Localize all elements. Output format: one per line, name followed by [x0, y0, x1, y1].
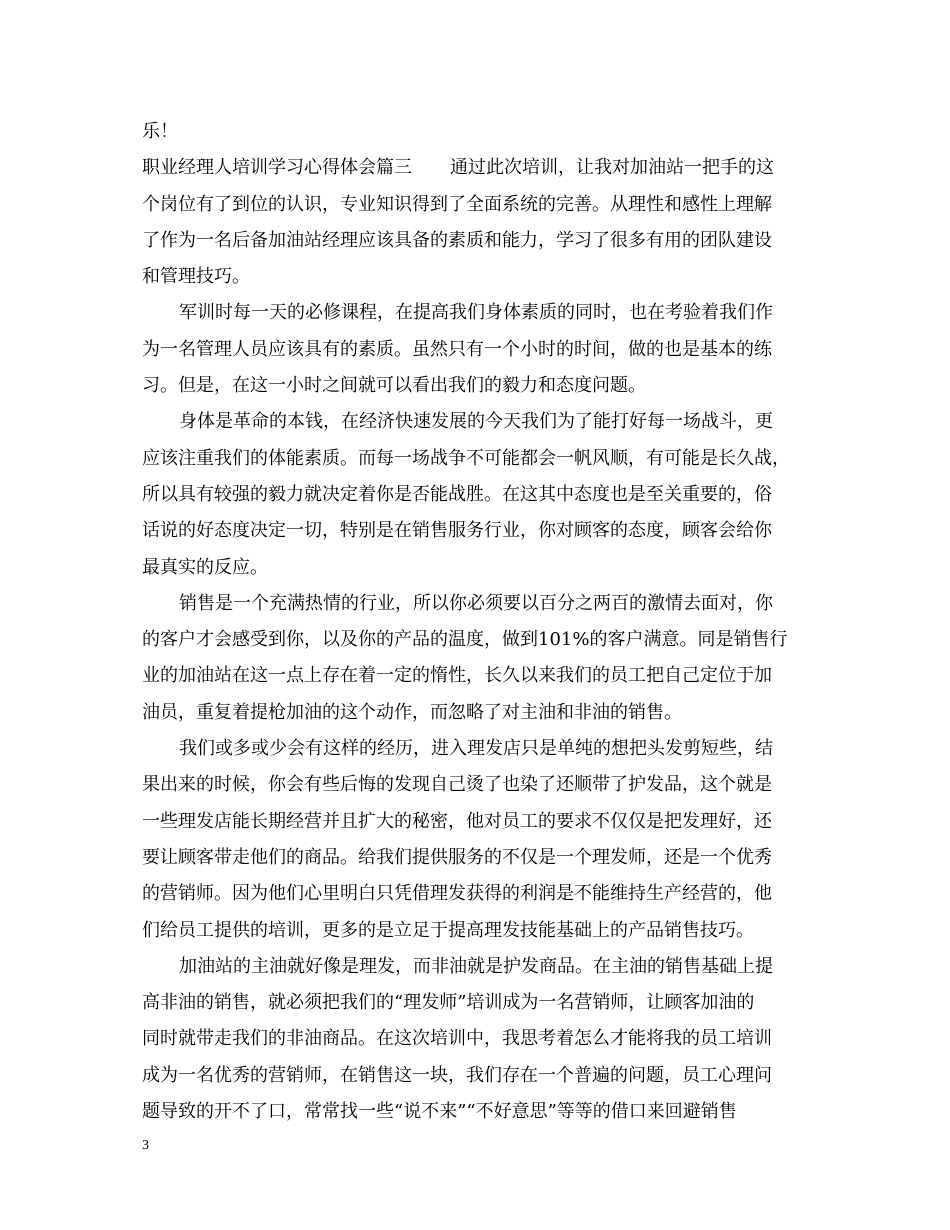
- text-line-content: 们给员工提供的培训，更多的是立足于提高理发技能基础上的产品销售技巧。: [142, 919, 754, 941]
- text-line-content: 果出来的时候，你会有些后悔的发现自己烫了也染了还顺带了护发品，这个就是: [142, 774, 772, 796]
- text-line: [142, 985, 810, 1021]
- text-line: [142, 332, 810, 368]
- text-line: [142, 622, 810, 658]
- text-line: [142, 513, 810, 549]
- text-line: [142, 876, 810, 912]
- text-line: [142, 550, 810, 586]
- text-line: [142, 949, 810, 985]
- text-line-content: 应该注重我们的体能素质。而每一场战争不可能都会一帆风顺，有可能是长久战，: [142, 447, 790, 469]
- text-line: [142, 114, 810, 150]
- text-line: [142, 695, 810, 731]
- text-line: [142, 804, 810, 840]
- text-line: [142, 477, 810, 513]
- text-line-content: 的营销师。因为他们心里明白只凭借理发获得的利润是不能维持生产经营的，他: [142, 883, 772, 905]
- text-line-content: 业的加油站在这一点上存在着一定的惰性，长久以来我们的员工把自己定位于加: [142, 665, 772, 687]
- text-line: [142, 295, 810, 331]
- text-line-content: 军训时每一天的必修课程，在提高我们身体素质的同时，也在考验着我们作: [179, 302, 773, 324]
- text-line: [142, 150, 810, 186]
- text-line: [142, 767, 810, 803]
- text-line-content: 加油站的主油就好像是理发，而非油就是护发商品。在主油的销售基础上提: [179, 955, 773, 977]
- text-line-content: 高非油的销售，就必须把我们的“理发师”培训成为一名营销师，让顾客加油的: [142, 992, 755, 1014]
- text-line: [142, 913, 810, 949]
- text-line: [142, 259, 810, 295]
- text-line: [142, 840, 810, 876]
- text-line-content: 话说的好态度决定一切，特别是在销售服务行业，你对顾客的态度，顾客会给你: [142, 520, 772, 542]
- body-text: [142, 114, 810, 1130]
- text-line-content: 个岗位有了到位的认识，专业知识得到了全面系统的完善。从理性和感性上理解: [142, 193, 772, 215]
- text-line: [142, 731, 810, 767]
- text-line-content: 题导致的开不了口，常常找一些“说不来”“不好意思”等等的借口来回避销售: [142, 1101, 737, 1123]
- text-line: [142, 223, 810, 259]
- text-line-content: 身体是革命的本钱，在经济快速发展的今天我们为了能打好每一场战斗，更: [179, 411, 773, 433]
- text-line-continuation: 通过此次培训，让我对加油站一把手的这: [450, 157, 774, 179]
- text-line-content: 了作为一名后备加油站经理应该具备的素质和能力，学习了很多有用的团队建设: [142, 229, 772, 251]
- text-line-content: 最真实的反应。: [142, 556, 268, 578]
- text-line-content: 为一名管理人员应该具有的素质。虽然只有一个小时的时间，做的也是基本的练: [142, 338, 772, 360]
- text-line: [142, 1058, 810, 1094]
- text-line-content: 的客户才会感受到你，以及你的产品的温度，做到101%的客户满意。同是销售行: [142, 629, 788, 651]
- text-line: [142, 187, 810, 223]
- page-number: 3: [142, 1138, 149, 1153]
- text-line-content: 一些理发店能长期经营并且扩大的秘密，他对员工的要求不仅仅是把发理好，还: [142, 810, 772, 832]
- text-line-content: 要让顾客带走他们的商品。给我们提供服务的不仅是一个理发师，还是一个优秀: [142, 846, 772, 868]
- text-line-content: 习。但是，在这一小时之间就可以看出我们的毅力和态度问题。: [142, 375, 646, 397]
- text-line-content: 职业经理人培训学习心得体会篇三: [142, 157, 412, 179]
- text-line: [142, 1094, 810, 1130]
- text-line-content: 乐！: [142, 121, 178, 142]
- text-line-content: 我们或多或少会有这样的经历，进入理发店只是单纯的想把头发剪短些，结: [179, 738, 773, 760]
- text-line-content: 成为一名优秀的营销师，在销售这一块，我们存在一个普遍的问题，员工心理问: [142, 1064, 772, 1086]
- text-line-content: 和管理技巧。: [142, 266, 250, 288]
- text-line: [142, 404, 810, 440]
- text-line-content: 同时就带走我们的非油商品。在这次培训中，我思考着怎么才能将我的员工培训: [142, 1028, 772, 1050]
- text-line: [142, 368, 810, 404]
- text-line: [142, 1021, 810, 1057]
- text-line-content: 所以具有较强的毅力就决定着你是否能战胜。在这其中态度也是至关重要的，俗: [142, 483, 772, 505]
- text-line: [142, 586, 810, 622]
- text-line: [142, 441, 810, 477]
- text-line: [142, 658, 810, 694]
- text-line-content: 销售是一个充满热情的行业，所以你必须要以百分之两百的激情去面对，你: [179, 592, 773, 614]
- text-line-content: 油员，重复着提枪加油的这个动作，而忽略了对主油和非油的销售。: [142, 701, 682, 723]
